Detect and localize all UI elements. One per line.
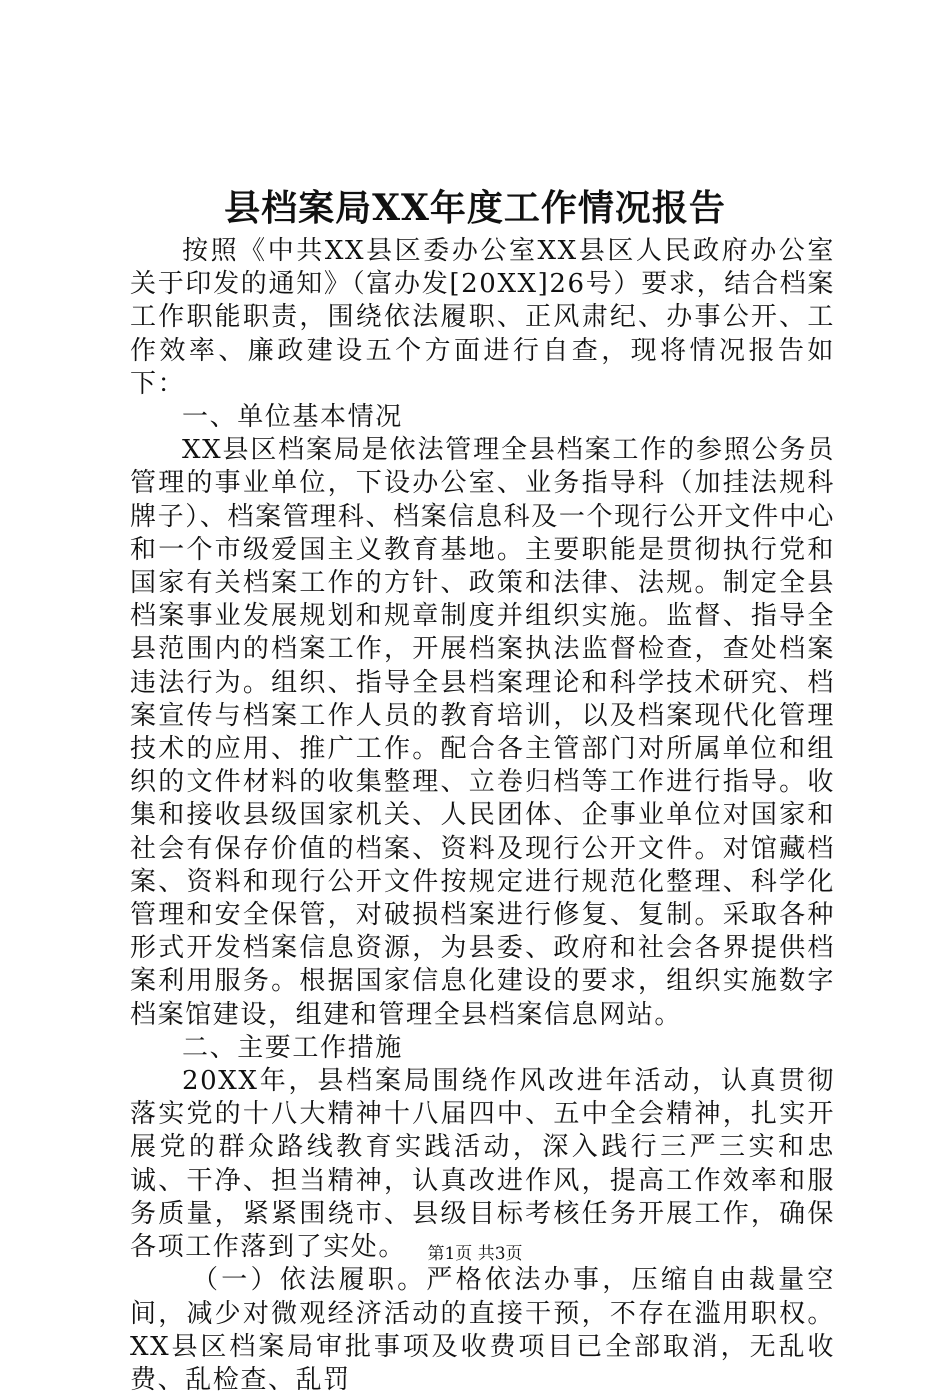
- document-title: 县档案局XX年度工作情况报告: [224, 187, 726, 229]
- paragraph-intro: 按照《中共XX县区委办公室XX县区人民政府办公室关于印发的通知》（富办发[20XX]26号）要求，结合档案工作职能职责，围绕依法履职、正风肃纪、办事公开、工作效率、廉政建设五个方面进行自查，现将情况报告如下：: [130, 236, 835, 399]
- section-heading-main-measures: 二、主要工作措施: [182, 1032, 403, 1063]
- paragraph-work-summary: 20XX年，县档案局围绕作风改进年活动，认真贯彻落实党的十八大精神十八届四中、五中全会精神，扎实开展党的群众路线教育实践活动，深入践行三严三实和忠诚、干净、担当精神，认真改进作风，提高工作效率和服务质量，紧紧围绕市、县级目标考核任务开展工作，确保各项工作落到了实处。: [130, 1066, 835, 1263]
- paragraph-lawful-duties: （一）依法履职。严格依法办事，压缩自由裁量空间，减少对微观经济活动的直接干预，不存在滥用职权。XX县区档案局审批事项及收费项目已全部取消，无乱收费、乱检查、乱罚: [130, 1265, 835, 1395]
- paragraph-unit-overview: XX县区档案局是依法管理全县档案工作的参照公务员管理的事业单位，下设办公室、业务指导科（加挂法规科牌子）、档案管理科、档案信息科及一个现行公开文件中心和一个市级爱国主义教育基地。主要职能是贯彻执行党和国家有关档案工作的方针、政策和法律、法规。制定全县档案事业发展规划和规章制度并组织实施。监督、指导全县范围内的档案工作，开展档案执法监督检查，查处档案违法行为。组织、指导全县档案理论和科学技术研究、档案宣传与档案工作人员的教育培训，以及档案现代化管理技术的应用、推广工作。配合各主管部门对所属单位和组织的文件材料的收集整理、立卷归档等工作进行指导。收集和接收县级国家机关、人民团体、企事业单位对国家和社会有保存价值的档案、资料及现行公开文件。对馆藏档案、资料和现行公开文件按规定进行规范化整理、科学化管理和安全保管，对破损档案进行修复、复制。采取各种形式开发档案信息资源，为县委、政府和社会各界提供档案利用服务。根据国家信息化建设的要求，组织实施数字档案馆建设，组建和管理全县档案信息网站。: [130, 435, 835, 1030]
- section-heading-basic-info: 一、单位基本情况: [182, 402, 403, 433]
- document-body: [130, 235, 835, 1397]
- page-footer: 第1页 共3页: [427, 1244, 523, 1264]
